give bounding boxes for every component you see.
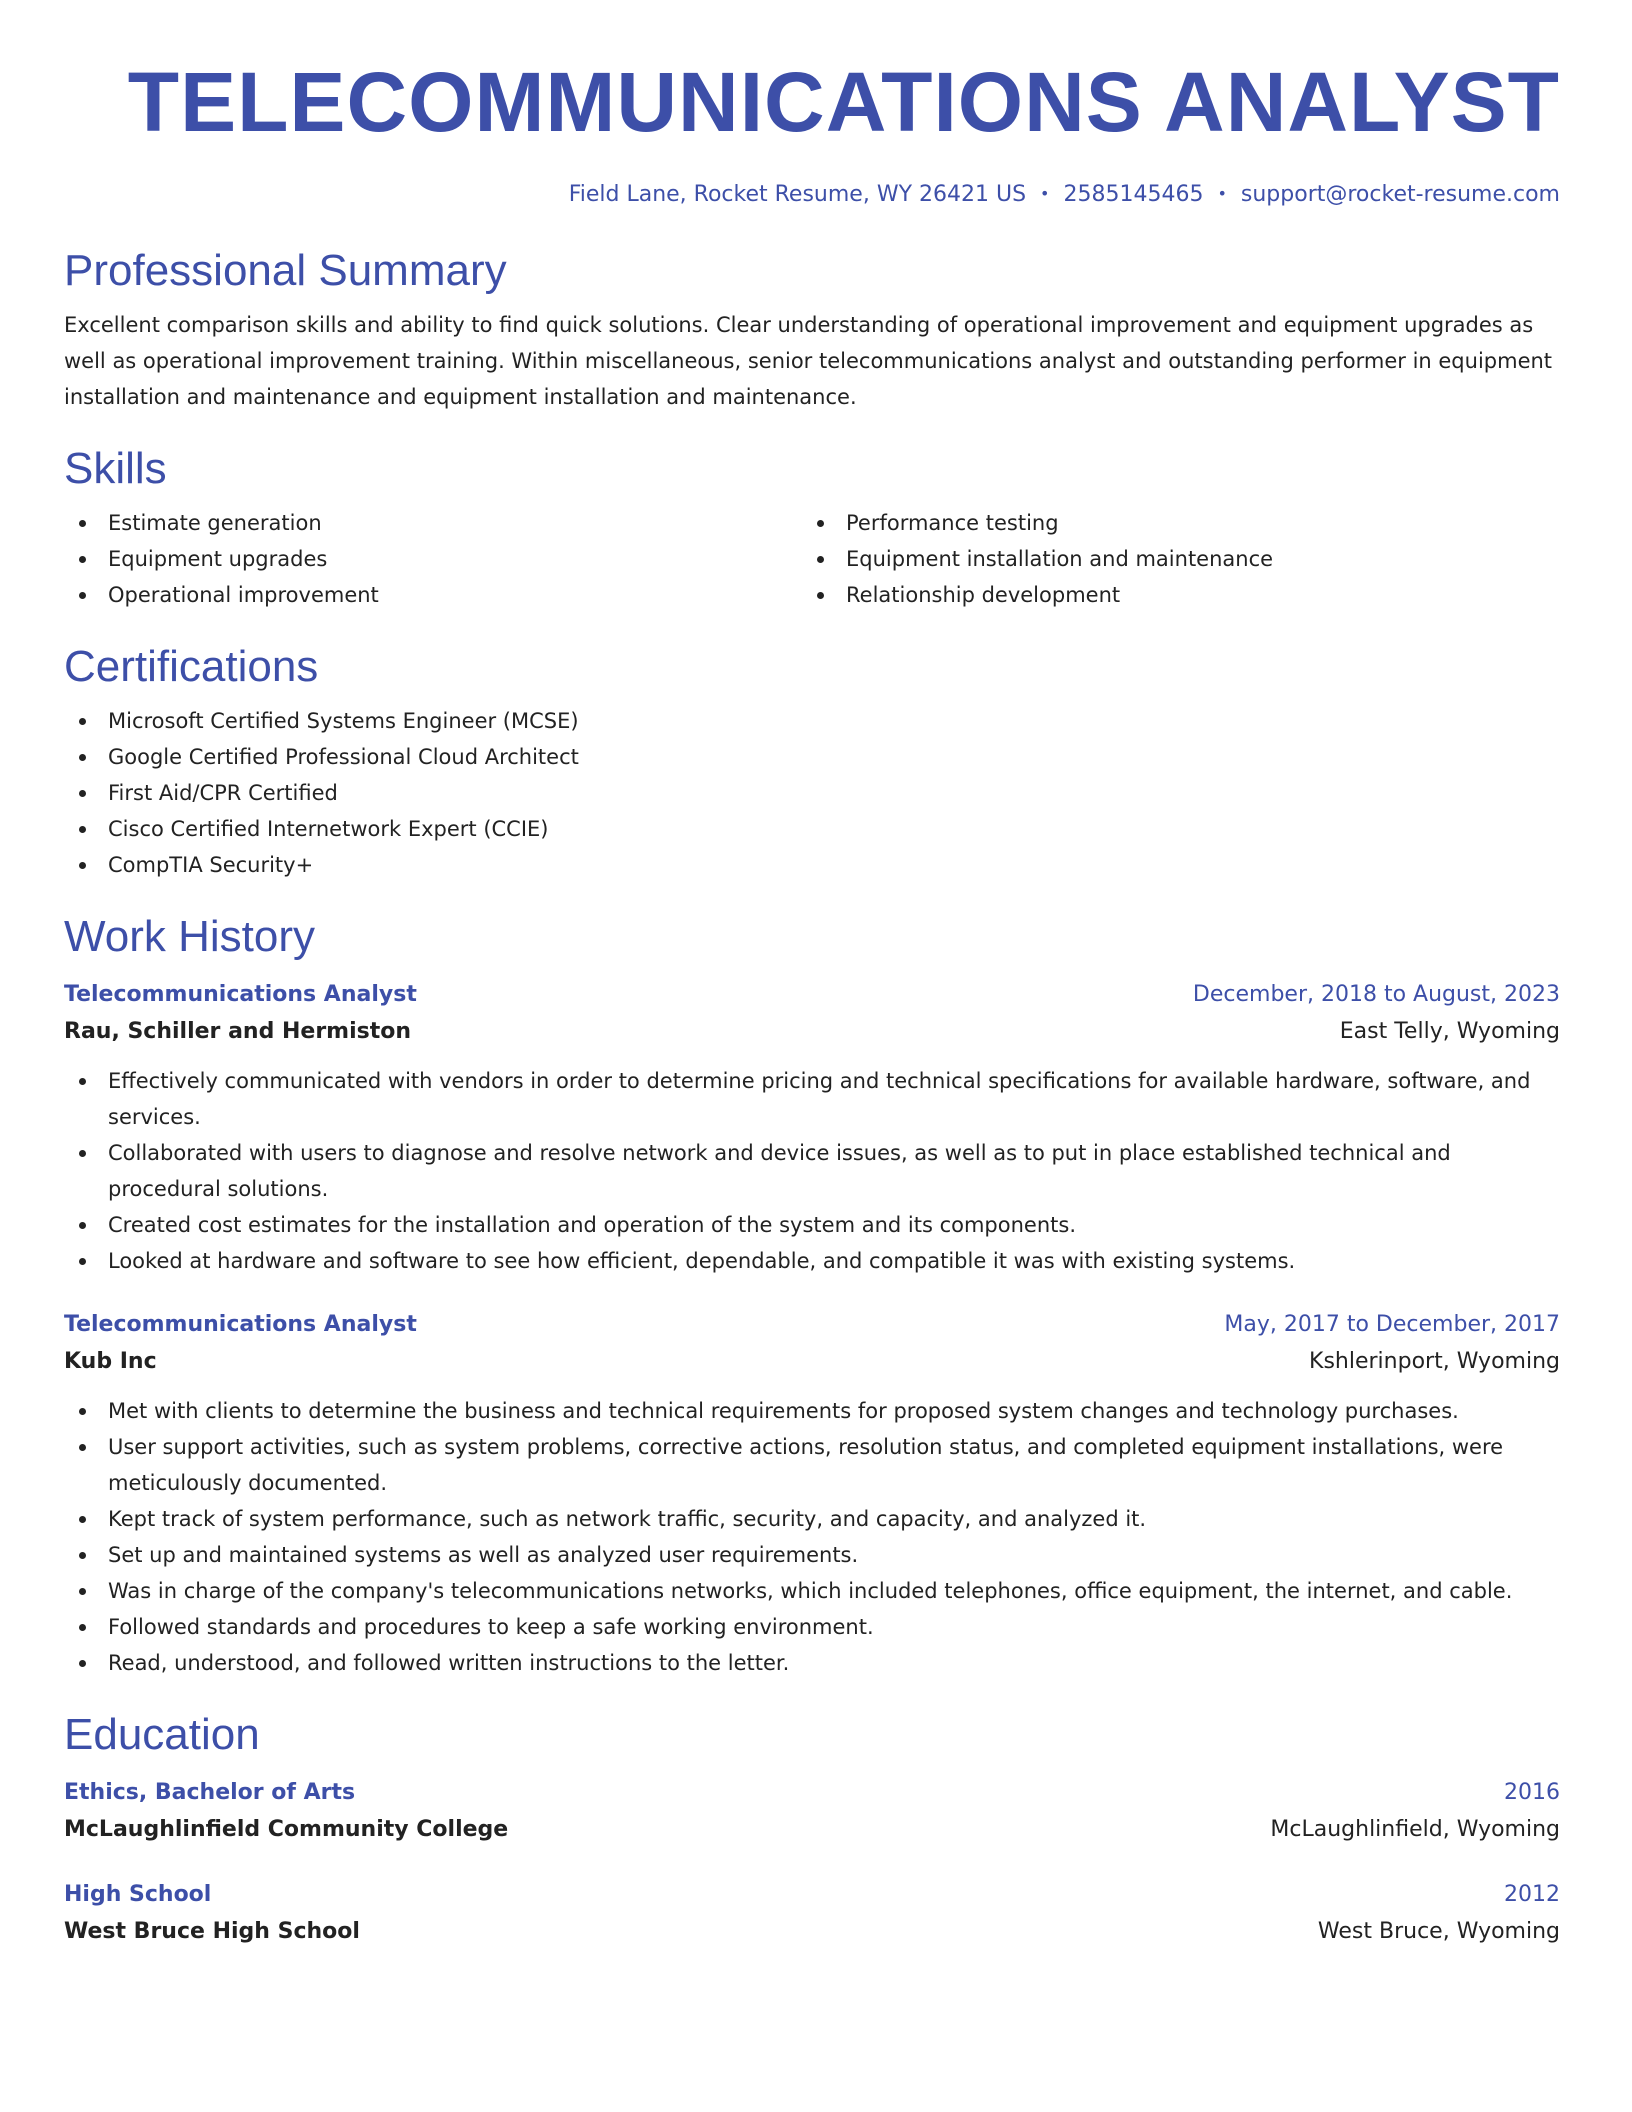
job-dates: December, 2018 to August, 2023 — [1192, 982, 1560, 1007]
certification-item: First Aid/CPR Certified — [64, 775, 1560, 811]
job-bullet: Looked at hardware and software to see how efficient, dependable, and compatible it was with existing systems. — [64, 1243, 1560, 1279]
skills-section — [64, 443, 1560, 613]
skill-item: Estimate generation — [64, 505, 802, 541]
job-header-row — [64, 977, 1560, 1013]
contact-email: support@rocket-resume.com — [1240, 182, 1560, 207]
job-bullet: User support activities, such as system problems, corrective actions, resolution status, and completed equipment installations, were meticulously documented. — [64, 1429, 1560, 1501]
job-bullet: Read, understood, and followed written instructions to the letter. — [64, 1645, 1560, 1681]
job-bullet: Kept track of system performance, such as network traffic, security, and capacity, and analyzed it. — [64, 1501, 1560, 1537]
contact-separator: • — [1217, 184, 1227, 203]
certification-item: Cisco Certified Internetwork Expert (CCIE) — [64, 811, 1560, 847]
job-bullet: Set up and maintained systems as well as analyzed user requirements. — [64, 1537, 1560, 1573]
section-title-work-history: Work History — [64, 912, 315, 961]
skill-item: Performance testing — [802, 505, 1540, 541]
skill-item: Relationship development — [802, 577, 1540, 613]
resume-page — [64, 55, 1560, 1951]
certifications-section — [64, 641, 1560, 883]
job-bullet: Created cost estimates for the installation and operation of the system and its components. — [64, 1207, 1560, 1243]
education-location: West Bruce, Wyoming — [1317, 1919, 1560, 1944]
job-bullet: Collaborated with users to diagnose and resolve network and device issues, as well as to put in place established technical and procedural solutions. — [64, 1135, 1560, 1207]
job-company: Kub Inc — [64, 1349, 157, 1374]
education-header-row — [64, 1877, 1560, 1913]
skills-list-left — [64, 505, 802, 613]
job-header-row — [64, 1307, 1560, 1343]
education-school: McLaughlinfield Community College — [64, 1817, 509, 1842]
skill-item: Equipment installation and maintenance — [802, 541, 1540, 577]
job-location: East Telly, Wyoming — [1339, 1019, 1560, 1044]
education-location: McLaughlinfield, Wyoming — [1270, 1817, 1560, 1842]
education-school: West Bruce High School — [64, 1919, 360, 1944]
job-bullet: Followed standards and procedures to keep a safe working environment. — [64, 1609, 1560, 1645]
work-history-section — [64, 911, 1560, 1681]
skills-list-right — [802, 505, 1540, 613]
summary-section — [64, 245, 1560, 415]
skill-item: Equipment upgrades — [64, 541, 802, 577]
job-company-row — [64, 1343, 1560, 1381]
education-entry — [64, 1877, 1560, 1951]
job-bullet: Met with clients to determine the business and technical requirements for proposed system changes and technology purchases. — [64, 1393, 1560, 1429]
certification-item: CompTIA Security+ — [64, 847, 1560, 883]
education-degree: Ethics, Bachelor of Arts — [64, 1780, 356, 1805]
job-entry — [64, 977, 1560, 1279]
education-entry — [64, 1775, 1560, 1849]
contact-phone: 2585145465 — [1063, 182, 1204, 207]
job-title: Telecommunications Analyst — [64, 982, 417, 1007]
education-year: 2016 — [1504, 1780, 1560, 1805]
education-year: 2012 — [1504, 1882, 1560, 1907]
section-title-skills: Skills — [64, 444, 167, 493]
contact-address: Field Lane, Rocket Resume, WY 26421 US — [568, 182, 1027, 207]
skills-grid — [64, 505, 1560, 613]
education-school-row — [64, 1913, 1560, 1951]
job-bullets — [64, 1063, 1560, 1279]
job-title: Telecommunications Analyst — [64, 1312, 417, 1337]
certifications-list — [64, 703, 1560, 883]
job-dates: May, 2017 to December, 2017 — [1224, 1312, 1560, 1337]
job-entry — [64, 1307, 1560, 1681]
contact-separator: • — [1040, 184, 1050, 203]
section-title-certifications: Certifications — [64, 642, 319, 691]
certification-item: Microsoft Certified Systems Engineer (MCSE) — [64, 703, 1560, 739]
job-bullet: Effectively communicated with vendors in order to determine pricing and technical specifications for available hardware, software, and services. — [64, 1063, 1560, 1135]
summary-text: Excellent comparison skills and ability to find quick solutions. Clear understanding of operational improvement and equipment upgrades as well as operational improvement training. Within miscellaneous, senior telecommunications analyst and outstanding performer in equipment installation and maintenance and equipment installation and maintenance. — [64, 313, 1553, 409]
contact-line — [64, 180, 1560, 209]
section-title-education: Education — [64, 1710, 260, 1759]
education-section — [64, 1709, 1560, 1951]
section-title-summary: Professional Summary — [64, 246, 507, 295]
job-company: Rau, Schiller and Hermiston — [64, 1019, 412, 1044]
job-bullet: Was in charge of the company's telecommunications networks, which included telephones, office equipment, the internet, and cable. — [64, 1573, 1560, 1609]
education-school-row — [64, 1811, 1560, 1849]
education-header-row — [64, 1775, 1560, 1811]
certification-item: Google Certified Professional Cloud Architect — [64, 739, 1560, 775]
job-company-row — [64, 1013, 1560, 1051]
skill-item: Operational improvement — [64, 577, 802, 613]
education-degree: High School — [64, 1882, 212, 1907]
job-location: Kshlerinport, Wyoming — [1309, 1349, 1560, 1374]
job-bullets — [64, 1393, 1560, 1681]
resume-name: TELECOMMUNICATIONS ANALYST — [127, 55, 1560, 149]
